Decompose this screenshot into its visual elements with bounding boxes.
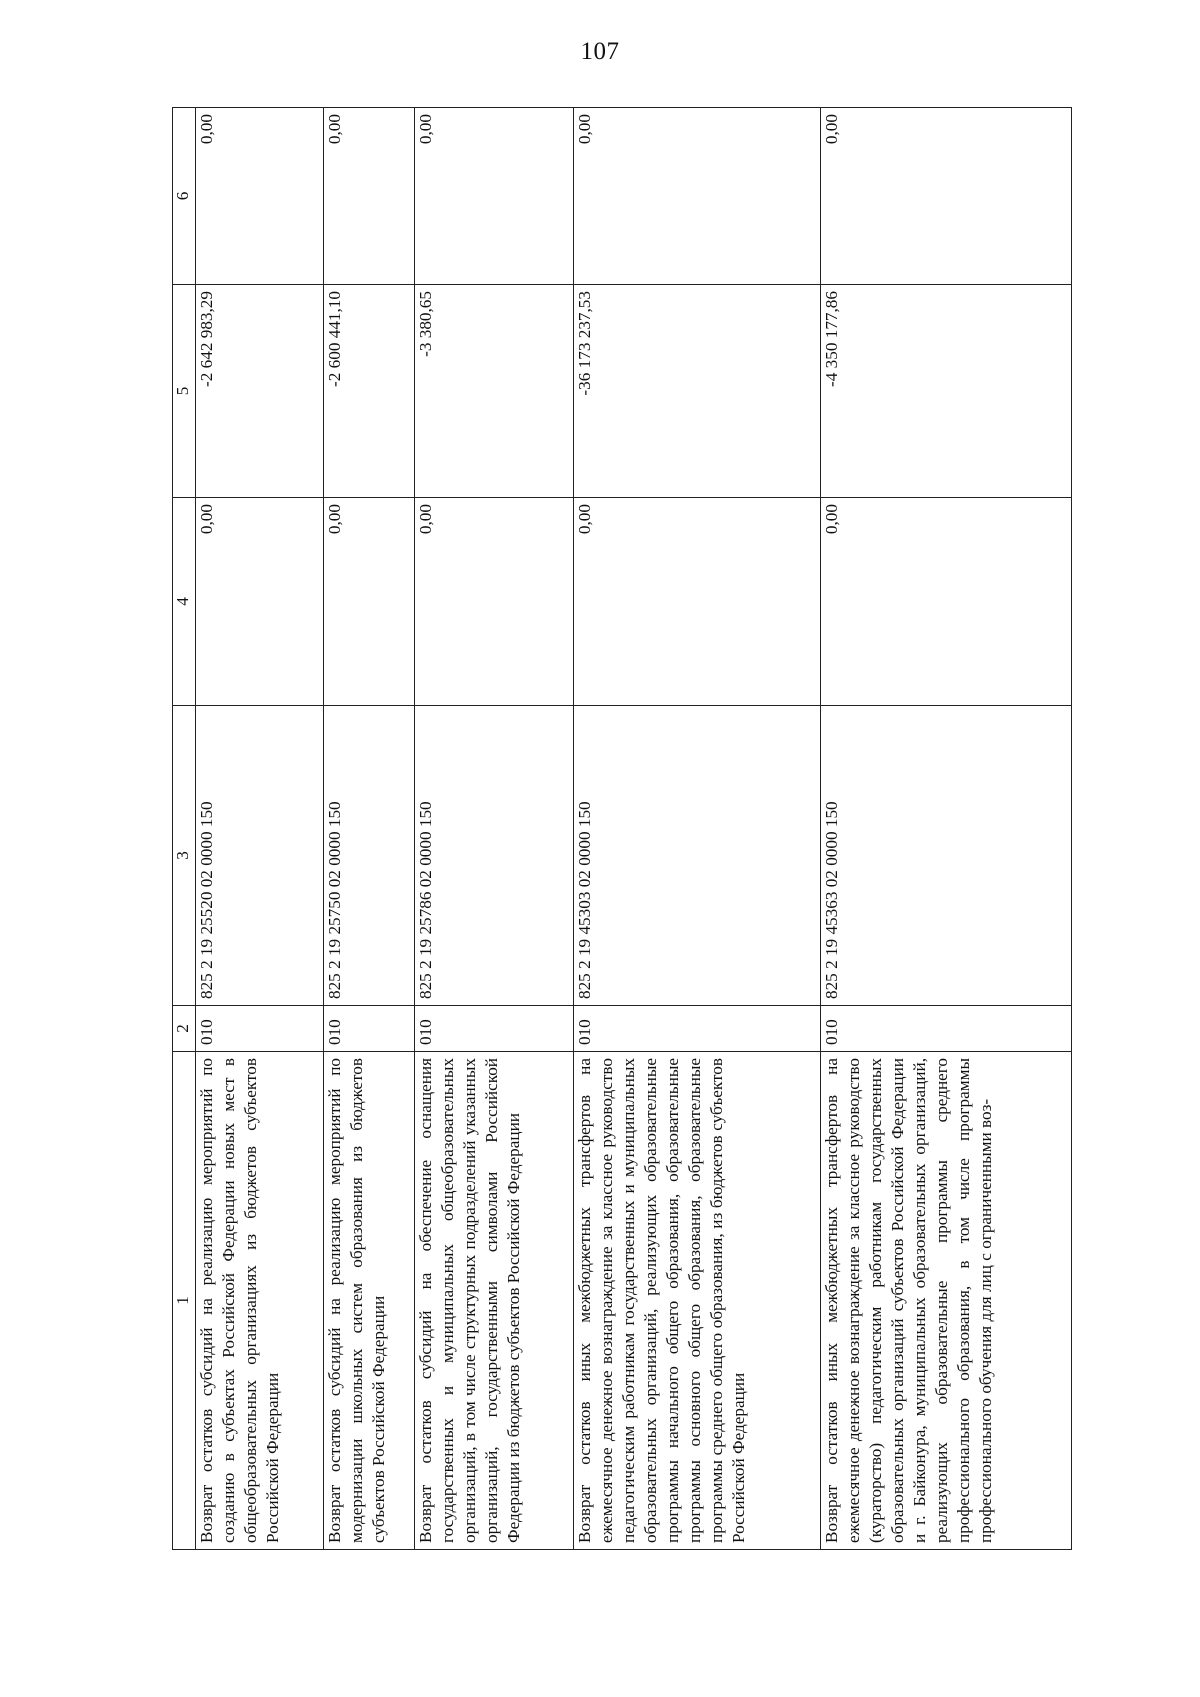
row-code: 010	[573, 1006, 821, 1052]
row-description: Возврат остатков иных межбюджетных трансфертов на ежемесячное денежное вознаграждение за классное руководство педагогическим работникам государственных и муниципальных образовательных организаций, реализующих образовательные программы начального общего образования, образовательные программы основного общего образования, образовательные программы среднего общего образования, из бюджетов субъектов Российской Федерации	[573, 1052, 821, 1550]
row-code: 010	[414, 1006, 573, 1052]
row-col5-value: -36 173 237,53	[573, 285, 821, 498]
column-number-6: 6	[173, 108, 196, 285]
column-number-3: 3	[173, 706, 196, 1006]
column-number-4: 4	[173, 498, 196, 706]
rotated-table-content	[172, 108, 1072, 1550]
row-col5-value: -2 642 983,29	[196, 285, 323, 498]
row-col6-value: 0,00	[573, 108, 821, 285]
row-code: 010	[196, 1006, 323, 1052]
row-kbk: 825 2 19 25750 02 0000 150	[323, 706, 414, 1006]
row-description: Возврат остатков субсидий на реализацию мероприятий по модернизации школьных систем образования из бюджетов субъектов Российской Федерации	[323, 1052, 414, 1550]
table-row	[573, 108, 821, 1550]
row-col4-value: 0,00	[323, 498, 414, 706]
column-number-2: 2	[173, 1006, 196, 1052]
budget-table	[172, 107, 1072, 1550]
table-row	[414, 108, 573, 1550]
row-description: Возврат остатков субсидий на реализацию мероприятий по созданию в субъектах Российской Федерации новых мест в общеобразовательных организациях из бюджетов субъектов Российской Федерации	[196, 1052, 323, 1550]
row-code: 010	[821, 1006, 1072, 1052]
row-col5-value: -3 380,65	[414, 285, 573, 498]
row-code: 010	[323, 1006, 414, 1052]
column-number-1: 1	[173, 1052, 196, 1550]
page-number: 107	[580, 38, 620, 65]
row-kbk: 825 2 19 25786 02 0000 150	[414, 706, 573, 1006]
row-col6-value: 0,00	[821, 108, 1072, 285]
row-col4-value: 0,00	[196, 498, 323, 706]
table-row	[323, 108, 414, 1550]
row-col4-value: 0,00	[821, 498, 1072, 706]
row-description: Возврат остатков субсидий на обеспечение оснащения государственных и муниципальных общеобразовательных организаций, в том числе структурных подразделений указанных организаций, государственными символами Российской Федерации из бюджетов субъектов Российской Федерации	[414, 1052, 573, 1550]
row-kbk: 825 2 19 25520 02 0000 150	[196, 706, 323, 1006]
table-row	[821, 108, 1072, 1550]
rotated-table-frame	[172, 108, 1072, 1550]
table-header-row	[173, 108, 196, 1550]
row-col5-value: -2 600 441,10	[323, 285, 414, 498]
row-col4-value: 0,00	[573, 498, 821, 706]
row-kbk: 825 2 19 45363 02 0000 150	[821, 706, 1072, 1006]
row-col6-value: 0,00	[323, 108, 414, 285]
row-col4-value: 0,00	[414, 498, 573, 706]
row-col6-value: 0,00	[196, 108, 323, 285]
column-number-5: 5	[173, 285, 196, 498]
row-kbk: 825 2 19 45303 02 0000 150	[573, 706, 821, 1006]
row-description: Возврат остатков иных межбюджетных трансфертов на ежемесячное денежное вознаграждение за классное руководство (кураторство) педагогическим работникам государственных образовательных организаций субъектов Российской Федерации и г. Байконура, муниципальных образовательных организаций, реализующих образовательные программы среднего профессионального образования, в том числе программы профессионального обучения для лиц с ограниченными воз-	[821, 1052, 1072, 1550]
row-col6-value: 0,00	[414, 108, 573, 285]
table-row	[196, 108, 323, 1550]
row-col5-value: -4 350 177,86	[821, 285, 1072, 498]
